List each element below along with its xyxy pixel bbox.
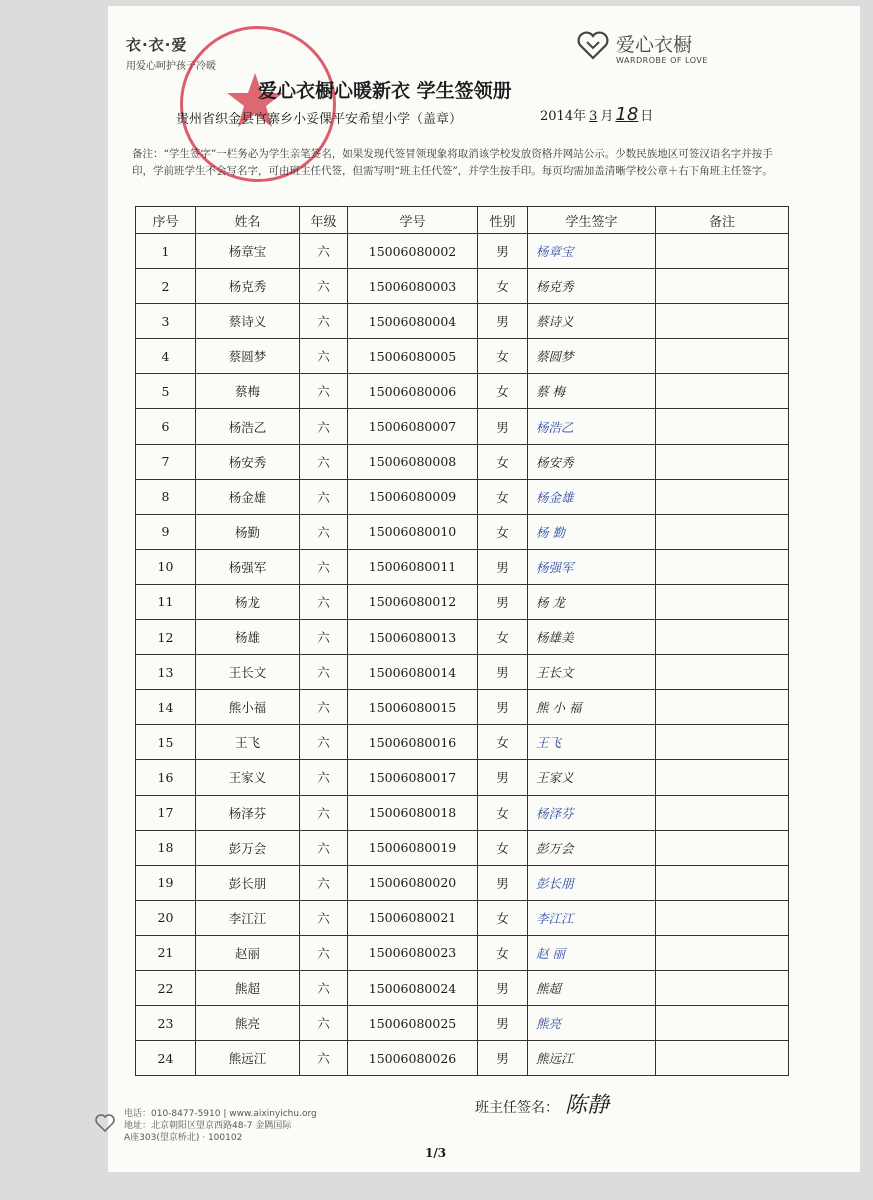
date-line xyxy=(540,104,653,125)
row-number: 11 xyxy=(136,584,196,619)
grade: 六 xyxy=(300,760,348,795)
table-header-row xyxy=(136,207,789,234)
student-name: 熊亮 xyxy=(196,1006,300,1041)
wardrobe-heart-icon xyxy=(576,28,610,62)
student-signature: 杨泽芬 xyxy=(528,795,656,830)
student-name: 王长文 xyxy=(196,655,300,690)
row-number: 6 xyxy=(136,409,196,444)
student-name: 王家义 xyxy=(196,760,300,795)
gender: 女 xyxy=(478,620,528,655)
grade: 六 xyxy=(300,374,348,409)
gender: 女 xyxy=(478,935,528,970)
student-name: 熊超 xyxy=(196,970,300,1005)
student-id: 15006080014 xyxy=(348,655,478,690)
row-number: 2 xyxy=(136,269,196,304)
student-signature: 杨安秀 xyxy=(528,444,656,479)
gender: 男 xyxy=(478,655,528,690)
gender: 女 xyxy=(478,269,528,304)
student-name: 杨克秀 xyxy=(196,269,300,304)
grade: 六 xyxy=(300,444,348,479)
student-name: 杨金雄 xyxy=(196,479,300,514)
student-id: 15006080026 xyxy=(348,1041,478,1076)
table-row xyxy=(136,374,789,409)
row-number: 21 xyxy=(136,935,196,970)
student-signature: 王飞 xyxy=(528,725,656,760)
student-signature: 熊亮 xyxy=(528,1006,656,1041)
student-signature: 杨浩乙 xyxy=(528,409,656,444)
student-id: 15006080025 xyxy=(348,1006,478,1041)
gender: 男 xyxy=(478,304,528,339)
student-name: 杨雄 xyxy=(196,620,300,655)
student-id: 15006080019 xyxy=(348,830,478,865)
row-number: 19 xyxy=(136,865,196,900)
row-number: 22 xyxy=(136,970,196,1005)
student-id: 15006080015 xyxy=(348,690,478,725)
column-header: 学生签字 xyxy=(528,207,656,234)
gender: 男 xyxy=(478,865,528,900)
remark xyxy=(656,1041,789,1076)
student-name: 彭万会 xyxy=(196,830,300,865)
table-row xyxy=(136,760,789,795)
table-row xyxy=(136,584,789,619)
remark xyxy=(656,1006,789,1041)
table-row xyxy=(136,479,789,514)
row-number: 8 xyxy=(136,479,196,514)
grade: 六 xyxy=(300,620,348,655)
gender: 男 xyxy=(478,760,528,795)
student-id: 15006080013 xyxy=(348,620,478,655)
grade: 六 xyxy=(300,725,348,760)
remark xyxy=(656,970,789,1005)
student-id: 15006080017 xyxy=(348,760,478,795)
table-row xyxy=(136,690,789,725)
table-row xyxy=(136,304,789,339)
student-id: 15006080024 xyxy=(348,970,478,1005)
table-row xyxy=(136,935,789,970)
heart-logo-icon xyxy=(94,1112,116,1134)
table-row xyxy=(136,409,789,444)
student-name: 杨安秀 xyxy=(196,444,300,479)
grade: 六 xyxy=(300,234,348,269)
remark xyxy=(656,935,789,970)
table-row xyxy=(136,339,789,374)
remark xyxy=(656,795,789,830)
table-row xyxy=(136,234,789,269)
student-name: 杨泽芬 xyxy=(196,795,300,830)
table-row xyxy=(136,1006,789,1041)
column-header: 备注 xyxy=(656,207,789,234)
student-id: 15006080018 xyxy=(348,795,478,830)
grade: 六 xyxy=(300,584,348,619)
remark xyxy=(656,444,789,479)
grade: 六 xyxy=(300,1006,348,1041)
table-row xyxy=(136,900,789,935)
remark xyxy=(656,549,789,584)
student-roster-table xyxy=(135,206,789,1076)
student-id: 15006080006 xyxy=(348,374,478,409)
grade: 六 xyxy=(300,795,348,830)
student-signature: 蔡 梅 xyxy=(528,374,656,409)
remark xyxy=(656,725,789,760)
gender: 女 xyxy=(478,830,528,865)
student-signature: 杨强军 xyxy=(528,549,656,584)
student-id: 15006080010 xyxy=(348,514,478,549)
remark xyxy=(656,374,789,409)
brand-right-cn: 爱心衣橱 xyxy=(616,34,693,56)
student-signature: 杨章宝 xyxy=(528,234,656,269)
table-row xyxy=(136,514,789,549)
date-month-suffix: 月 xyxy=(600,109,614,124)
gender: 男 xyxy=(478,584,528,619)
grade: 六 xyxy=(300,865,348,900)
column-header: 序号 xyxy=(136,207,196,234)
school-name: 贵州省织金县官寨乡小妥倮平安希望小学（盖章） xyxy=(176,112,463,127)
student-name: 赵丽 xyxy=(196,935,300,970)
student-name: 杨龙 xyxy=(196,584,300,619)
table-row xyxy=(136,830,789,865)
row-number: 14 xyxy=(136,690,196,725)
brand-left-slogan: 用爱心呵护孩子冷暖 xyxy=(126,61,216,72)
remark xyxy=(656,830,789,865)
grade: 六 xyxy=(300,339,348,374)
row-number: 7 xyxy=(136,444,196,479)
grade: 六 xyxy=(300,1041,348,1076)
student-signature: 熊超 xyxy=(528,970,656,1005)
table-row xyxy=(136,655,789,690)
teacher-signature: 陈静 xyxy=(565,1093,610,1118)
table-row xyxy=(136,620,789,655)
student-signature: 熊远江 xyxy=(528,1041,656,1076)
brand-right-en: WARDROBE OF LOVE xyxy=(616,56,708,65)
row-number: 13 xyxy=(136,655,196,690)
teacher-signature-line xyxy=(475,1088,609,1119)
brand-left-logo: 衣·衣·爱 xyxy=(126,36,188,54)
student-signature: 赵 丽 xyxy=(528,935,656,970)
student-id: 15006080007 xyxy=(348,409,478,444)
remark xyxy=(656,339,789,374)
date-year: 2014年 xyxy=(540,109,587,124)
contact-info xyxy=(94,1108,317,1144)
student-signature: 杨克秀 xyxy=(528,269,656,304)
student-name: 王飞 xyxy=(196,725,300,760)
student-signature: 杨 勤 xyxy=(528,514,656,549)
row-number: 5 xyxy=(136,374,196,409)
contact-phone: 电话：010-8477-5910 | www.aixinyichu.org xyxy=(124,1109,317,1119)
column-header: 性别 xyxy=(478,207,528,234)
table-row xyxy=(136,269,789,304)
gender: 女 xyxy=(478,725,528,760)
grade: 六 xyxy=(300,830,348,865)
row-number: 17 xyxy=(136,795,196,830)
date-day-suffix: 日 xyxy=(640,109,654,124)
remark xyxy=(656,269,789,304)
remark xyxy=(656,584,789,619)
row-number: 12 xyxy=(136,620,196,655)
gender: 女 xyxy=(478,900,528,935)
gender: 男 xyxy=(478,1006,528,1041)
student-name: 蔡圆梦 xyxy=(196,339,300,374)
grade: 六 xyxy=(300,970,348,1005)
gender: 女 xyxy=(478,374,528,409)
gender: 男 xyxy=(478,970,528,1005)
student-name: 熊小福 xyxy=(196,690,300,725)
gender: 女 xyxy=(478,444,528,479)
table-row xyxy=(136,865,789,900)
student-id: 15006080021 xyxy=(348,900,478,935)
row-number: 3 xyxy=(136,304,196,339)
row-number: 15 xyxy=(136,725,196,760)
table-row xyxy=(136,725,789,760)
gender: 男 xyxy=(478,1041,528,1076)
grade: 六 xyxy=(300,409,348,444)
date-month: 3 xyxy=(589,109,598,124)
table-row xyxy=(136,444,789,479)
gender: 女 xyxy=(478,339,528,374)
remark xyxy=(656,760,789,795)
column-header: 姓名 xyxy=(196,207,300,234)
student-id: 15006080002 xyxy=(348,234,478,269)
row-number: 18 xyxy=(136,830,196,865)
remark xyxy=(656,690,789,725)
row-number: 24 xyxy=(136,1041,196,1076)
student-id: 15006080016 xyxy=(348,725,478,760)
remark xyxy=(656,409,789,444)
student-id: 15006080004 xyxy=(348,304,478,339)
remark xyxy=(656,304,789,339)
student-name: 彭长朋 xyxy=(196,865,300,900)
contact-address-2: A座303(望京桥北) · 100102 xyxy=(124,1133,243,1143)
student-id: 15006080012 xyxy=(348,584,478,619)
student-signature: 杨 龙 xyxy=(528,584,656,619)
remark xyxy=(656,900,789,935)
column-header: 学号 xyxy=(348,207,478,234)
remark xyxy=(656,620,789,655)
table-row xyxy=(136,1041,789,1076)
student-name: 杨浩乙 xyxy=(196,409,300,444)
student-signature: 彭长朋 xyxy=(528,865,656,900)
grade: 六 xyxy=(300,514,348,549)
student-id: 15006080011 xyxy=(348,549,478,584)
row-number: 10 xyxy=(136,549,196,584)
row-number: 9 xyxy=(136,514,196,549)
gender: 男 xyxy=(478,409,528,444)
brand-right xyxy=(576,26,756,72)
grade: 六 xyxy=(300,549,348,584)
gender: 男 xyxy=(478,690,528,725)
notes: 备注：“学生签字”一栏务必为学生亲笔签名，如果发现代签冒领现象将取消该学校发放资格并网站公示。少数民族地区可签汉语名字并按手印，学前班学生不会写名字，可由班主任代签，但需写明“班主任代签”，并学生按手印。每页均需加盖清晰学校公章＋右下角班主任签字。 xyxy=(132,148,773,177)
student-signature: 王长文 xyxy=(528,655,656,690)
row-number: 20 xyxy=(136,900,196,935)
student-id: 15006080023 xyxy=(348,935,478,970)
table-body xyxy=(136,234,789,1076)
row-number: 23 xyxy=(136,1006,196,1041)
contact-address-1: 地址：北京朝阳区望京西路48-7 金隅国际 xyxy=(124,1121,292,1131)
gender: 女 xyxy=(478,479,528,514)
student-id: 15006080020 xyxy=(348,865,478,900)
student-name: 杨章宝 xyxy=(196,234,300,269)
gender: 女 xyxy=(478,795,528,830)
grade: 六 xyxy=(300,479,348,514)
row-number: 1 xyxy=(136,234,196,269)
remark xyxy=(656,865,789,900)
row-number: 16 xyxy=(136,760,196,795)
grade: 六 xyxy=(300,655,348,690)
column-header: 年级 xyxy=(300,207,348,234)
student-name: 蔡梅 xyxy=(196,374,300,409)
gender: 女 xyxy=(478,514,528,549)
student-name: 杨强军 xyxy=(196,549,300,584)
student-id: 15006080009 xyxy=(348,479,478,514)
grade: 六 xyxy=(300,690,348,725)
page-number: 1/3 xyxy=(425,1146,447,1160)
student-name: 熊远江 xyxy=(196,1041,300,1076)
gender: 男 xyxy=(478,549,528,584)
gender: 男 xyxy=(478,234,528,269)
student-id: 15006080005 xyxy=(348,339,478,374)
student-id: 15006080008 xyxy=(348,444,478,479)
row-number: 4 xyxy=(136,339,196,374)
student-signature: 熊 小 福 xyxy=(528,690,656,725)
remark xyxy=(656,234,789,269)
remark xyxy=(656,479,789,514)
student-signature: 蔡圆梦 xyxy=(528,339,656,374)
grade: 六 xyxy=(300,935,348,970)
student-signature: 王家义 xyxy=(528,760,656,795)
date-day: 18 xyxy=(615,104,639,125)
student-signature: 彭万会 xyxy=(528,830,656,865)
grade: 六 xyxy=(300,269,348,304)
page-title: 爱心衣橱心暖新衣 学生签领册 xyxy=(258,80,512,102)
student-signature: 蔡诗义 xyxy=(528,304,656,339)
grade: 六 xyxy=(300,900,348,935)
remark xyxy=(656,514,789,549)
student-id: 15006080003 xyxy=(348,269,478,304)
student-signature: 李江江 xyxy=(528,900,656,935)
table-row xyxy=(136,970,789,1005)
table-row xyxy=(136,549,789,584)
student-signature: 杨金雄 xyxy=(528,479,656,514)
teacher-label: 班主任签名： xyxy=(475,1100,559,1116)
student-signature: 杨雄美 xyxy=(528,620,656,655)
grade: 六 xyxy=(300,304,348,339)
student-name: 蔡诗义 xyxy=(196,304,300,339)
table-row xyxy=(136,795,789,830)
student-name: 李江江 xyxy=(196,900,300,935)
remark xyxy=(656,655,789,690)
student-name: 杨勤 xyxy=(196,514,300,549)
